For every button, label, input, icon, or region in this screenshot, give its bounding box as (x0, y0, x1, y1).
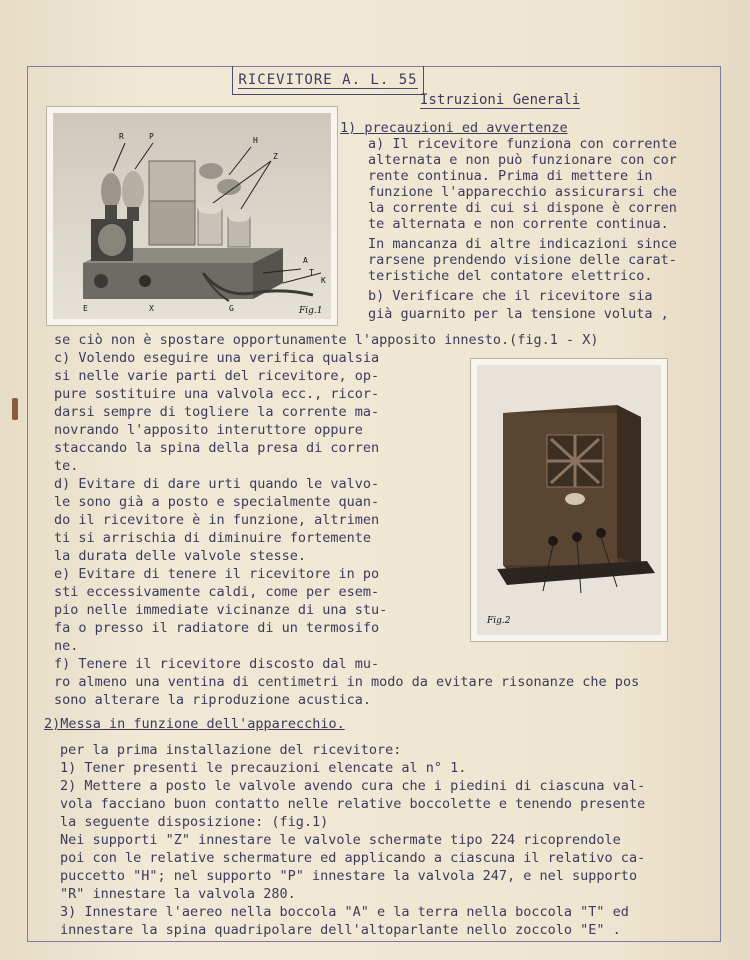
chassis-illustration (53, 113, 331, 319)
fig1-label-g: G (229, 304, 234, 313)
text-line-38: vola facciano buon contatto nelle relative boccolette e tenendo presente (60, 796, 646, 812)
text-line-40: Nei supporti "Z" innestare le valvole schermate tipo 224 ricoprendole (60, 832, 621, 848)
text-line-12: già guarnito per la tensione voluta , (368, 306, 669, 322)
text-line-42: puccetto "H"; nel supporto "P" innestare la valvola 247, e nel supporto (60, 868, 638, 884)
text-line-22: le sono già a posto e specialmente quan- (54, 494, 380, 510)
document-subtitle: Istruzioni Generali (420, 92, 581, 108)
text-line-27: sti eccessivamente caldi, come per esem- (54, 584, 380, 600)
fig1-label-p: P (149, 132, 154, 141)
text-line-43: "R" innestare la valvola 280. (60, 886, 296, 902)
text-line-32: ro almeno una ventina di centimetri in modo da evitare risonanze che pos (54, 674, 640, 690)
section-2-heading: 2)Messa in funzione dell'apparecchio. (44, 716, 345, 732)
text-line-16: pure sostituire una valvola ecc., ricor- (54, 386, 380, 402)
fig1-label-e: E (83, 304, 88, 313)
text-line-35: per la prima installazione del ricevitore: (60, 742, 402, 758)
text-line-41: poi con le relative schermature ed applicando a ciascuna il relativo ca- (60, 850, 646, 866)
text-line-28: pio nelle immediate vicinanze di una stu- (54, 602, 388, 618)
text-line-39: la seguente disposizione: (fig.1) (60, 814, 329, 830)
document-title-box (232, 66, 424, 95)
cabinet-illustration (477, 365, 661, 635)
text-line-30: ne. (54, 638, 79, 654)
fig1-label-r: R (119, 132, 124, 141)
text-line-6: la corrente di cui si dispone è corren (368, 200, 677, 216)
text-line-3: alternata e non può funzionare con cor (368, 152, 677, 168)
text-line-14: c) Volendo eseguire una verifica qualsia (54, 350, 380, 366)
document-title: RICEVITORE A. L. 55 (238, 71, 418, 88)
text-line-19: staccando la spina della presa di corren (54, 440, 380, 456)
text-line-18: novrando l'apposito interuttore oppure (54, 422, 363, 438)
text-line-31: f) Tenere il ricevitore discosto dal mu- (54, 656, 380, 672)
text-line-13: se ciò non è spostare opportunamente l'apposito innesto.(fig.1 - X) (54, 332, 599, 348)
fig1-label-x: X (149, 304, 154, 313)
text-line-26: e) Evitare di tenere il ricevitore in po (54, 566, 380, 582)
fig1-label-k: K (321, 276, 326, 285)
text-line-37: 2) Mettere a posto le valvole avendo cura che i piedini di ciascuna val- (60, 778, 646, 794)
text-line-1: 1) precauzioni ed avvertenze (340, 120, 568, 136)
text-line-25: la durata delle valvole stesse. (54, 548, 306, 564)
text-line-44: 3) Innestare l'aereo nella boccola "A" e la terra nella boccola "T" ed (60, 904, 629, 920)
text-line-17: darsi sempre di togliere la corrente ma- (54, 404, 380, 420)
text-line-33: sono alterare la riproduzione acustica. (54, 692, 371, 708)
fig1-label-t: T (309, 268, 314, 277)
text-line-21: d) Evitare di dare urti quando le valvo- (54, 476, 380, 492)
text-line-45: innestare la spina quadripolare dell'altoparlante nello zoccolo "E" . (60, 922, 621, 938)
text-line-20: te. (54, 458, 79, 474)
figure-2-cabinet-photo (470, 358, 668, 642)
text-line-36: 1) Tener presenti le precauzioni elencate al n° 1. (60, 760, 467, 776)
text-line-8: In mancanza di altre indicazioni since (368, 236, 677, 252)
fig1-label-z: Z (273, 152, 278, 161)
text-line-5: funzione l'apparecchio assicurarsi che (368, 184, 677, 200)
fig1-label-h: H (253, 136, 258, 145)
text-line-10: teristiche del contatore elettrico. (368, 268, 653, 284)
fig1-caption: Fig.1 (299, 306, 323, 316)
text-line-29: fa o presso il radiatore di un termosifo (54, 620, 380, 636)
fig2-caption: Fig.2 (487, 616, 511, 626)
figure-1-chassis-photo (46, 106, 338, 326)
text-line-4: rente continua. Prima di mettere in (368, 168, 653, 184)
fig1-label-a: A (303, 256, 308, 265)
text-line-9: rarsene prendendo visione delle carat- (368, 252, 677, 268)
text-line-11: b) Verificare che il ricevitore sia (368, 288, 653, 304)
text-line-15: si nelle varie parti del ricevitore, op- (54, 368, 380, 384)
text-line-7: te alternata e non corrente continua. (368, 216, 669, 232)
text-line-23: do il ricevitore è in funzione, altrimen (54, 512, 380, 528)
text-line-2: a) Il ricevitore funziona con corrente (368, 136, 677, 152)
text-line-24: ti si arrischia di diminuire fortemente (54, 530, 371, 546)
binder-pin (12, 398, 18, 420)
